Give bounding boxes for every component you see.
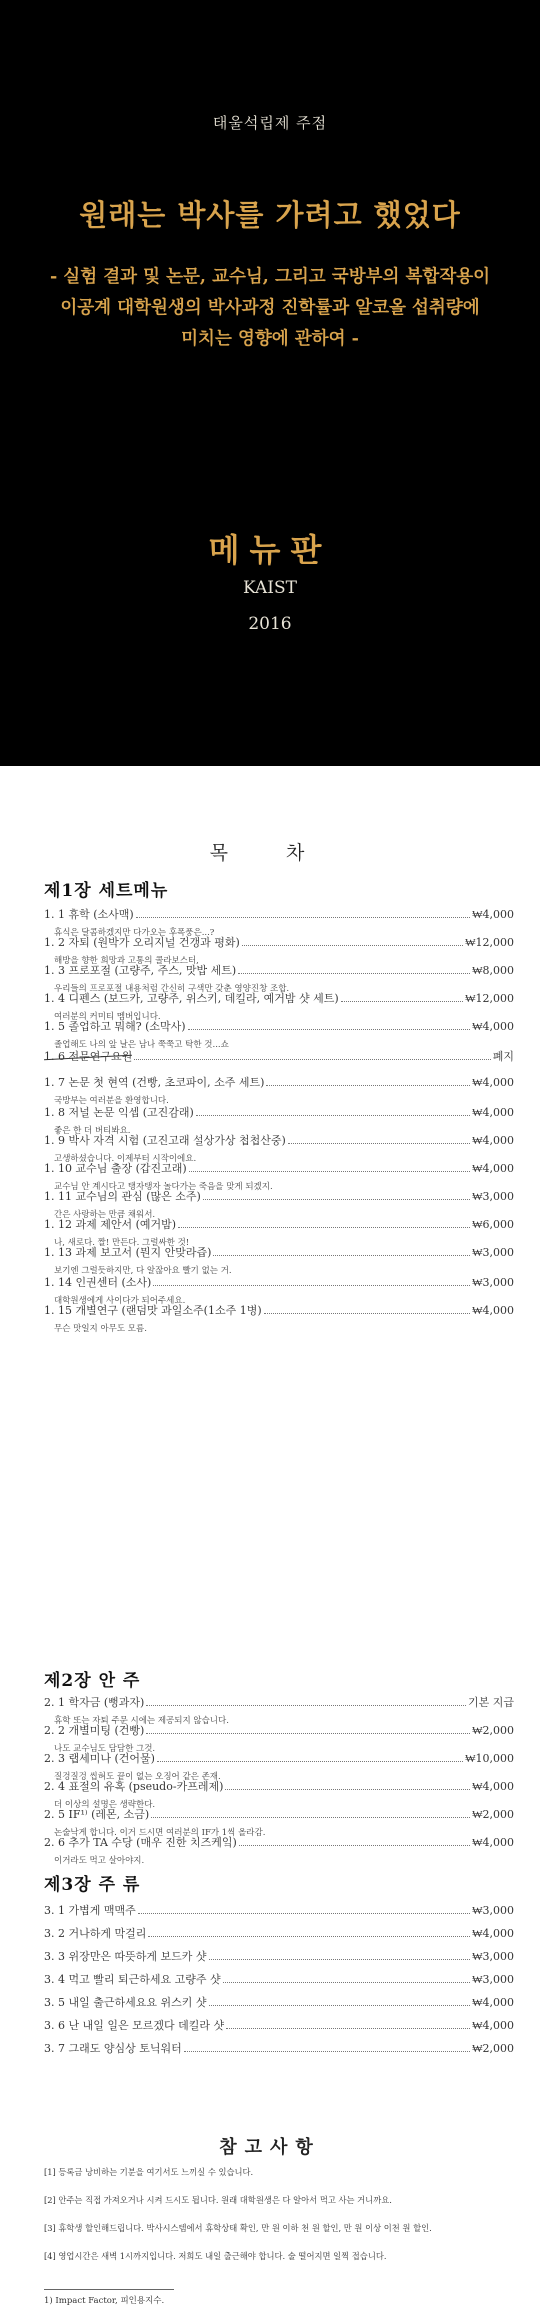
menu-item-price: ₩3,000 <box>472 1973 514 1986</box>
leader-dots <box>242 945 463 946</box>
menu-item-description: 해방을 향한 희망과 고통의 콜라보스터, <box>54 956 199 966</box>
menu-item-name: 1. 9 박사 자격 시험 (고진고래 설상가상 첩첩산중) <box>44 1134 286 1147</box>
menu-item-price: ₩3,000 <box>472 1246 514 1259</box>
desc-line: 이공계 대학원생의 박사과정 진학률과 알코올 섭취량에 <box>60 298 480 318</box>
menu-item <box>44 1302 514 1334</box>
leader-dots <box>146 1705 466 1706</box>
menu-item-name: 1. 5 졸업하고 뭐해? (소막사) <box>44 1020 186 1033</box>
menu-item-name: 1. 8 저널 논문 익셉 (고진감래) <box>44 1106 194 1119</box>
menu-item-description: 간은 사랑하는 만큼 채워서. <box>54 1210 156 1220</box>
menu-item <box>44 1971 514 1987</box>
menu-item-price: ₩3,000 <box>472 1190 514 1203</box>
menu-item-name: 2. 3 랩세미나 (건어물) <box>44 1752 155 1765</box>
leader-dots <box>189 1171 470 1172</box>
menu-item <box>44 1018 514 1050</box>
menu-item-name: 3. 2 거나하게 막걸리 <box>44 1927 147 1940</box>
menu-item-price: ₩4,000 <box>472 1162 514 1175</box>
menu-item-name: 3. 7 그래도 양심상 토닉워터 <box>44 2042 182 2055</box>
menu-item-price: ₩3,000 <box>472 1276 514 1289</box>
menu-item-description: 여러분의 커미티 멤버입니다. <box>54 1012 161 1022</box>
menu-item-price: ₩4,000 <box>472 1020 514 1033</box>
note-item: [2] 안주는 직접 가져오거나 시켜 드시도 됩니다. 원래 대학원생은 다 알아서 먹고 사는 거니까요. <box>44 2195 392 2205</box>
menu-item-name: 1. 14 인권센터 (소사) <box>44 1276 152 1289</box>
menu-item-name: 1. 15 개별연구 (랜덤맛 과일소주(1소주 1병) <box>44 1304 262 1317</box>
cover-section <box>0 0 540 766</box>
menu-item-price: ₩2,000 <box>472 2042 514 2055</box>
leader-dots <box>134 1059 490 1060</box>
menu-item-name: 3. 3 위장만은 따뜻하게 보드카 샷 <box>44 1950 207 1963</box>
menu-item-name: 3. 1 가볍게 맥맥주 <box>44 1904 136 1917</box>
menu-item-name: 1. 10 교수님 출장 (갑진고래) <box>44 1162 187 1175</box>
notes-title: 참고사항 <box>219 2137 321 2158</box>
leader-dots <box>188 1029 471 1030</box>
menu-item-name: 1. 7 논문 첫 현역 (건빵, 초코파이, 소주 세트) <box>44 1076 265 1089</box>
leader-dots <box>203 1199 470 1200</box>
menu-item-name: 1. 3 프로포절 (고량주, 주스, 맛밥 세트) <box>44 964 237 977</box>
leader-dots <box>213 1255 470 1256</box>
menu-item-description: 보기엔 그럴듯하지만, 다 알잖아요 빨기 없는 거. <box>54 1266 232 1276</box>
menu-item-description: 국방부는 여러분을 환영합니다. <box>54 1096 169 1106</box>
menu-item-description: 좋은 한 더 버티봐요. <box>54 1126 131 1136</box>
leader-dots <box>341 1001 463 1002</box>
menu-item-description: 논술낙게 합니다. 이거 드시면 여러분의 IF가 1씩 올라감. <box>54 1828 266 1838</box>
leader-dots <box>146 1733 470 1734</box>
organization: KAIST <box>243 578 297 598</box>
menu-item-price: ₩4,000 <box>472 1836 514 1849</box>
leader-dots <box>226 2028 470 2029</box>
menu-item-price: ₩12,000 <box>465 936 514 949</box>
menu-item-name: 2. 5 IF¹⁾ (레몬, 소금) <box>44 1808 150 1821</box>
leader-dots <box>178 1227 470 1228</box>
leader-dots <box>209 1959 471 1960</box>
menu-item-price: ₩4,000 <box>472 908 514 921</box>
menu-item-description: 휴학 또는 자퇴 주문 시에는 제공되지 않습니다. <box>54 1716 229 1726</box>
menu-item-price: ₩10,000 <box>465 1752 514 1765</box>
leader-dots <box>148 1936 470 1937</box>
menu-item-price: ₩3,000 <box>472 1904 514 1917</box>
leader-dots <box>223 1982 471 1983</box>
menu-item <box>44 1902 514 1918</box>
menu-item <box>44 1925 514 1941</box>
leader-dots <box>153 1285 470 1286</box>
menu-item-price: ₩4,000 <box>472 1304 514 1317</box>
cover-description <box>40 262 500 355</box>
menu-item-name: 1. 2 자퇴 (원박가 오리지널 건갱과 평화) <box>44 936 240 949</box>
menu-item-price: ₩4,000 <box>472 1076 514 1089</box>
menu-item-name: 3. 6 난 내일 일은 모르겠다 데킬라 샷 <box>44 2019 225 2032</box>
menu-item-name: 3. 4 먹고 빨리 퇴근하세요 고량주 샷 <box>44 1973 221 1986</box>
menu-item-price: ₩4,000 <box>472 1927 514 1940</box>
menu-item <box>44 1048 514 1064</box>
cover-title: 원래는 박사를 가려고 했었다 <box>79 198 461 232</box>
menu-item <box>44 1074 514 1106</box>
toc-title: 목 차 <box>209 842 331 864</box>
menu-item-name: 1. 4 디펜스 (보드카, 고량주, 위스키, 데킬라, 예거밤 샷 세트) <box>44 992 339 1005</box>
menu-item-description: 우리들의 프로포절 내용처럼 간신히 구색만 갖춘 영양진창 조합. <box>54 984 290 994</box>
menu-item-name: 1. 1 휴학 (소사맥) <box>44 908 134 921</box>
chapter-heading: 제1장 세트메뉴 <box>44 881 169 901</box>
menu-item-price: 기본 지급 <box>467 1696 514 1709</box>
note-item: [4] 영업시간은 새벽 1시까지입니다. 저희도 내일 출근해야 합니다. 술 떨어지면 일찍 접습니다. <box>44 2251 387 2261</box>
menu-item-price: 폐지 <box>492 1050 514 1063</box>
note-item: [3] 휴학생 할인해드립니다. 박사시스템에서 휴학상태 확인, 만 원 이하 천 원 할인, 만 원 이상 이천 원 할인. <box>44 2223 432 2233</box>
menu-item-name: 1. 6 전문연구요원 <box>44 1050 133 1063</box>
menu-item-price: ₩3,000 <box>472 1950 514 1963</box>
menu-item <box>44 1994 514 2010</box>
leader-dots <box>239 1845 470 1846</box>
leader-dots <box>136 917 470 918</box>
menu-item-price: ₩4,000 <box>472 1996 514 2009</box>
leader-dots <box>225 1789 470 1790</box>
menu-item-description: 고생하셨습니다. 이제부터 시작이에요. <box>54 1154 197 1164</box>
year: 2016 <box>248 614 292 634</box>
menu-item-name: 1. 12 과제 제안서 (예거밤) <box>44 1218 177 1231</box>
menu-item-price: ₩4,000 <box>472 1106 514 1119</box>
menu-item-price: ₩4,000 <box>472 1780 514 1793</box>
footnote-rule <box>44 2289 174 2290</box>
menu-item-name: 1. 13 과제 보고서 (뭔지 안맞라즙) <box>44 1246 212 1259</box>
menu-item-price: ₩2,000 <box>472 1808 514 1821</box>
leader-dots <box>288 1143 470 1144</box>
menu-item-name: 1. 11 교수님의 관심 (많은 소주) <box>44 1190 201 1203</box>
menu-item-name: 2. 1 학자금 (뻥과자) <box>44 1696 145 1709</box>
note-item: [1] 등록금 낭비하는 기분을 여기서도 느끼실 수 있습니다. <box>44 2167 254 2177</box>
menu-item-price: ₩12,000 <box>465 992 514 1005</box>
menu-item-price: ₩6,000 <box>472 1218 514 1231</box>
leader-dots <box>264 1313 471 1314</box>
menu-item-name: 3. 5 내일 출근하세요요 위스키 샷 <box>44 1996 207 2009</box>
leader-dots <box>196 1115 470 1116</box>
leader-dots <box>209 2005 471 2006</box>
menu-item-price: ₩4,000 <box>472 1134 514 1147</box>
menu-item-description: 무슨 맛일지 아무도 모름. <box>54 1324 147 1334</box>
footnote: 1) Impact Factor, 피인용지수. <box>44 2296 165 2306</box>
menu-item-price: ₩2,000 <box>472 1724 514 1737</box>
menu-item-name: 2. 6 추가 TA 수당 (매우 진한 치즈케잌) <box>44 1836 237 1849</box>
menu-item <box>44 1244 514 1276</box>
menu-item-name: 2. 4 표절의 유혹 (pseudo-카프레제) <box>44 1780 224 1793</box>
leader-dots <box>138 1913 470 1914</box>
menu-item-description: 이거라도 먹고 살아야지. <box>54 1856 145 1866</box>
desc-line: - 실험 결과 및 논문, 교수님, 그리고 국방부의 복합작용이 <box>49 267 491 287</box>
menu-item-description: 교수님 안 계시다고 탱자탱자 놀다가는 죽음을 맞게 되겠지. <box>54 1182 273 1192</box>
menu-item-description: 더 이상의 설명은 생략한다. <box>54 1800 156 1810</box>
event-subtitle: 태울석립제 주점 <box>212 114 328 132</box>
leader-dots <box>157 1761 463 1762</box>
leader-dots <box>151 1817 470 1818</box>
menu-heading: 메뉴판 <box>208 531 332 569</box>
menu-item <box>44 2017 514 2033</box>
leader-dots <box>238 973 470 974</box>
menu-item-name: 2. 2 개별미팅 (건빵) <box>44 1724 145 1737</box>
menu-item <box>44 1834 514 1866</box>
menu-item-description: 졸업해도 나의 앞 날은 남나 쭉쭉고 탁한 것...쇼 <box>54 1040 229 1050</box>
chapter-heading: 제3장 주 류 <box>44 1875 141 1895</box>
menu-item-description: 나, 새로다. 짤! 만든다. 그럴싸한 것! <box>54 1238 190 1248</box>
menu-item-price: ₩8,000 <box>472 964 514 977</box>
menu-item-description: 대학원생에게 사이다가 되어주세요. <box>54 1296 186 1306</box>
desc-line: 미치는 영향에 관하여 - <box>181 329 359 349</box>
menu-item-description: 휴식은 달콤하겠지만 다가오는 후폭풍은...? <box>54 928 215 938</box>
leader-dots <box>266 1085 470 1086</box>
menu-item-description: 나도 교수님도 담담한 그것. <box>54 1744 156 1754</box>
menu-item-price: ₩4,000 <box>472 2019 514 2032</box>
menu-item <box>44 2040 514 2056</box>
menu-item <box>44 1948 514 1964</box>
chapter-heading: 제2장 안 주 <box>44 1671 141 1691</box>
menu-item-description: 질겅질겅 씹혀도 끝이 없는 오징어 같은 존재. <box>54 1772 221 1782</box>
leader-dots <box>184 2051 470 2052</box>
